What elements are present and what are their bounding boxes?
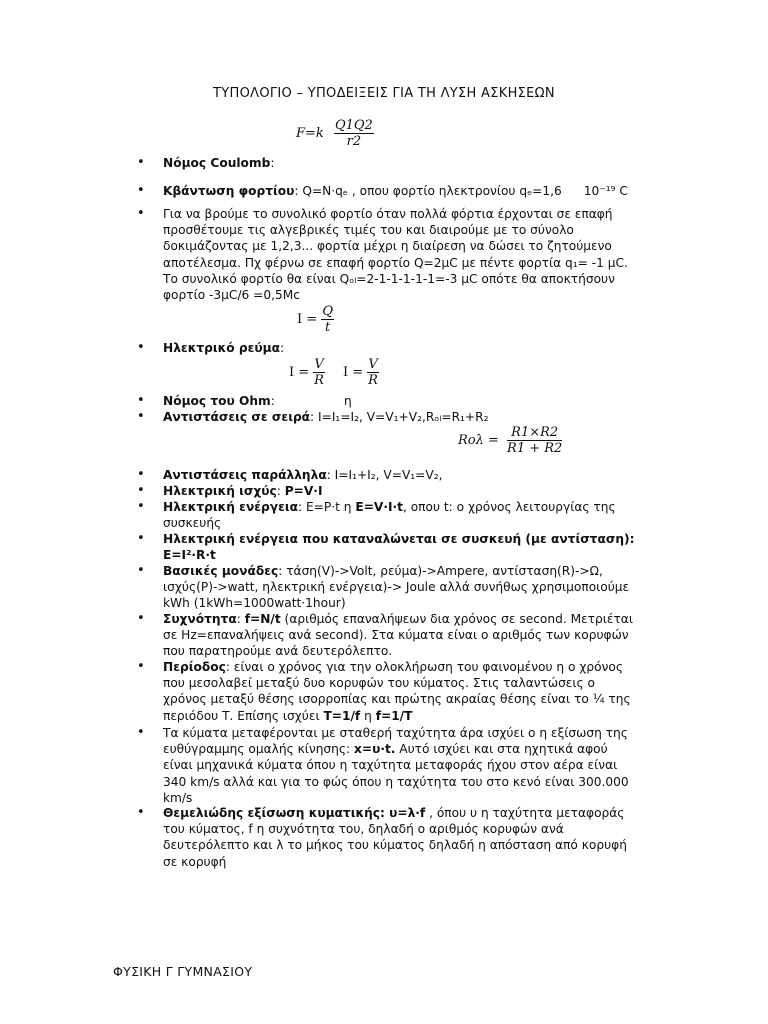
- coulomb-formula: F=k $\frac{Q1Q2}{r2}$: [296, 118, 373, 149]
- page-footer: ΦΥΣΙΚΗ Γ ΓΥΜΝΑΣΙΟΥ: [113, 964, 253, 979]
- list-item-total-charge: • Για να βρούμε το συνολικό φορτίο όταν πολλά φόρτια έρχονται σε επαφή προσθέτουμε τις αλγεβρικές τιμές του και διαιρούμε με το σύνολο δοκιμάζοντας με 1,2,3... φορτία μέχρι η διαίρεση να δώσει το ζητούμενο αποτέλεσμα. Πχ φέρνω σε επαφή φορτίο Q=2μC με πέντε φορτία q₁= -1 μC. Το συνολικό φορτίο θα είναι Qₒₗ=2-1-1-1-1-1=-3 μC οπότε θα αποκτήσουν φορτίο -3μC/6 =0,5Mc: [163, 206, 641, 303]
- list-item-frequency: • Συχνότητα: f=N/t (αριθμός επαναλήψεων δια χρόνος σε second. Μετριέται σε Hz=επαναλήψεις ανά second). Στα κύματα είναι ο αριθμός των κορυφών που παρατηρούμε ανά δευτερόλεπτο.: [163, 611, 641, 660]
- list-item-energy: • Ηλεκτρική ενέργεια: E=P·t η E=V·I·t, οπου t: ο χρόνος λειτουργίας της συσκευής: [163, 499, 641, 531]
- ohm-formula-1: I = $\frac{V}{R}$: [289, 357, 324, 388]
- list-item-units: • Βασικές μονάδες: τάση(V)->Volt, ρεύμα)->Ampere, αντίσταση(R)->Ω, ισχύς(P)->watt, ηλεκτρική ενέργεια)-> Joule αλλά συνήθως χρησιμοποιούμε kWh (1kWh=1000watt·1hour): [163, 563, 641, 612]
- ohm-formula-2: I = $\frac{V}{R}$: [343, 357, 378, 388]
- list-item-parallel: • Αντιστάσεις παράλληλα: I=I₁+I₂, V=V₁=V₂,: [163, 467, 641, 483]
- list-item-ohm: • Νόμος του Ohm: η: [163, 393, 641, 409]
- coulomb-numerator: Q1Q2: [334, 118, 373, 133]
- list-item-quantization: • Κβάντωση φορτίου: Q=N·qₑ , οπου φορτίο ηλεκτρονίου qₑ=1,6 10⁻¹⁹ C: [163, 183, 641, 199]
- page-title: ΤΥΠΟΛΟΓΙΟ – ΥΠΟΔΕΙΞΕΙΣ ΓΙΑ ΤΗ ΛΥΣΗ ΑΣΚΗΣΕΩΝ: [213, 86, 555, 101]
- parallel-formula: Rολ = $\frac{R1\times R2}{R1 + R2}$: [458, 425, 563, 456]
- coulomb-denominator: r2: [346, 134, 362, 149]
- list-item-waves: • Τα κύματα μεταφέρονται με σταθερή ταχύτητα άρα ισχύει ο η εξίσωση της ευθύγραμμης ομαλής κίνησης: x=υ·t. Αυτό ισχύει και στα ηχητικά αφού είναι μηχανικά κύματα όπου η ταχύτητα μεταφοράς ήχου στον αέρα είναι 340 km/s αλλά και για το φώς όπου η ταχύτητα του στο κενό είναι 300.000 km/s: [163, 725, 641, 806]
- list-item-period: • Περίοδος: είναι ο χρόνος για την ολοκλήρωση του φαινομένου η ο χρόνος που μεσολαβεί μεταξύ δυο κορυφών του κύματος. Στις ταλαντώσεις ο χρόνος μεταξύ θέσης ισορροπίας και πρώτης ακραίας θέσης είναι το ¼ της περιόδου Τ. Επίσης ισχύει T=1/f η f=1/T: [163, 659, 641, 724]
- list-item-wave-equation: • Θεμελιώδης εξίσωση κυματικής: υ=λ·f , όπου υ η ταχύτητα μεταφοράς του κύματος, f η συχνότητα του, δηλαδή ο αριθμός κορυφών ανά δευτερόλεπτο και λ το μήκος του κύματος δηλαδή η απόσταση από κορυφή σε κορυφή: [163, 805, 641, 870]
- current-formula: I = $\frac{Q}{t}$: [297, 304, 333, 335]
- list-item-series: • Αντιστάσεις σε σειρά: I=I₁=I₂, V=V₁+V₂,Rₒₗ=R₁+R₂: [163, 409, 641, 425]
- list-item-current: • Ηλεκτρικό ρεύμα:: [163, 340, 641, 356]
- list-item-power: • Ηλεκτρική ισχύς: P=V·I: [163, 483, 641, 499]
- list-item-coulomb: • Νόμος Coulomb:: [163, 155, 641, 171]
- list-item-energy-consumed: • Ηλεκτρική ενέργεια που καταναλώνεται σε συσκευή (με αντίσταση): E=I²·R·t: [163, 531, 641, 563]
